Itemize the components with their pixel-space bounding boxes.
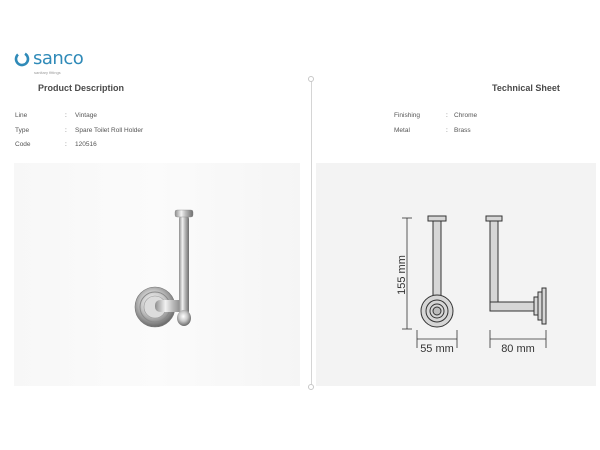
width-dimension: 55 mm bbox=[420, 343, 454, 355]
product-photo bbox=[14, 163, 300, 386]
brand-tagline: sanitary fittings bbox=[34, 70, 61, 75]
row-value: Chrome bbox=[454, 112, 478, 119]
divider-bottom-dot bbox=[308, 384, 314, 390]
row-label: Code bbox=[15, 141, 31, 148]
divider-top-dot bbox=[308, 76, 314, 82]
product-description-heading: Product Description bbox=[38, 83, 125, 93]
height-dimension: 155 mm bbox=[395, 255, 408, 295]
brand-logo bbox=[14, 50, 83, 68]
technical-sheet-heading: Technical Sheet bbox=[492, 83, 560, 93]
row-separator: : bbox=[65, 112, 67, 119]
depth-dimension: 80 mm bbox=[501, 343, 535, 355]
brand-name: sanco bbox=[33, 48, 84, 69]
brand-ring-icon bbox=[14, 51, 30, 67]
row-label: Finishing bbox=[394, 112, 421, 119]
center-divider bbox=[311, 80, 312, 386]
row-separator: : bbox=[446, 112, 448, 119]
row-label: Type bbox=[15, 127, 30, 134]
row-separator: : bbox=[65, 141, 67, 148]
row-value: Vintage bbox=[75, 112, 97, 119]
row-separator: : bbox=[446, 127, 448, 134]
row-value: Brass bbox=[454, 127, 471, 134]
row-value: Spare Toilet Roll Holder bbox=[75, 127, 144, 134]
row-label: Metal bbox=[394, 127, 410, 134]
row-separator: : bbox=[65, 127, 67, 134]
row-value: 120516 bbox=[75, 141, 97, 148]
row-label: Line bbox=[15, 112, 28, 119]
technical-drawing bbox=[316, 163, 596, 386]
